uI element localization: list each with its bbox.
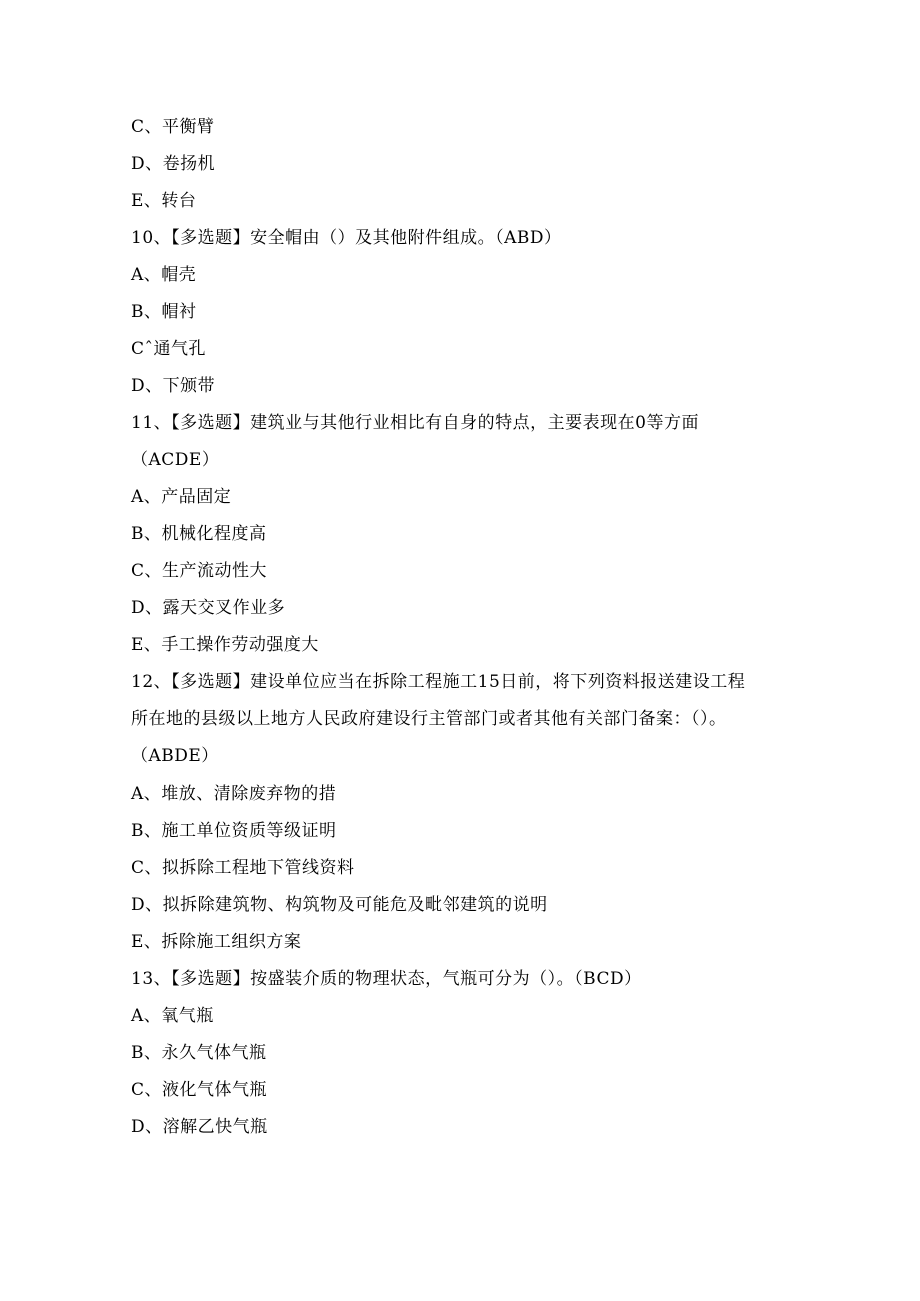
q10-option-a: A、帽壳 bbox=[131, 265, 197, 285]
question-11-answer: （ACDE） bbox=[131, 450, 220, 470]
q13-option-b: B、永久气体气瓶 bbox=[131, 1043, 267, 1063]
q11-option-c: C、生产流动性大 bbox=[131, 561, 268, 581]
question-12-answer: （ABDE） bbox=[131, 746, 219, 766]
question-12: 12、【多选题】建设单位应当在拆除工程施工15日前，将下列资料报送建设工程 bbox=[131, 672, 746, 692]
option-d-winch: D、卷扬机 bbox=[131, 154, 216, 174]
q11-option-a: A、产品固定 bbox=[131, 487, 232, 507]
q12-option-d: D、拟拆除建筑物、构筑物及可能危及毗邻建筑的说明 bbox=[131, 895, 548, 915]
q12-option-e: E、拆除施工组织方案 bbox=[131, 932, 302, 952]
q10-option-b: B、帽衬 bbox=[131, 302, 197, 322]
q12-option-b: B、施工单位资质等级证明 bbox=[131, 821, 337, 841]
q11-option-d: D、露天交叉作业多 bbox=[131, 598, 286, 618]
q11-option-b: B、机械化程度高 bbox=[131, 524, 267, 544]
q13-option-a: A、氧气瓶 bbox=[131, 1006, 214, 1026]
question-12-continued: 所在地的县级以上地方人民政府建设行主管部门或者其他有关部门备案：（）。 bbox=[131, 709, 727, 729]
q13-option-d: D、溶解乙快气瓶 bbox=[131, 1117, 268, 1137]
question-10: 10、【多选题】安全帽由（）及其他附件组成。（ABD） bbox=[131, 228, 562, 248]
q10-option-c: Cˆ通气孔 bbox=[131, 339, 207, 359]
q12-option-c: C、拟拆除工程地下管线资料 bbox=[131, 858, 355, 878]
option-c-balance-arm: C、平衡臂 bbox=[131, 117, 215, 137]
q13-option-c: C、液化气体气瓶 bbox=[131, 1080, 268, 1100]
question-13: 13、【多选题】按盛装介质的物理状态，气瓶可分为（）。（BCD） bbox=[131, 969, 642, 989]
q10-option-d: D、下颁带 bbox=[131, 376, 216, 396]
question-11: 11、【多选题】建筑业与其他行业相比有自身的特点，主要表现在0等方面 bbox=[131, 413, 699, 433]
q11-option-e: E、手工操作劳动强度大 bbox=[131, 635, 319, 655]
option-e-turntable: E、转台 bbox=[131, 191, 197, 211]
q12-option-a: A、堆放、清除废弃物的措 bbox=[131, 784, 337, 804]
